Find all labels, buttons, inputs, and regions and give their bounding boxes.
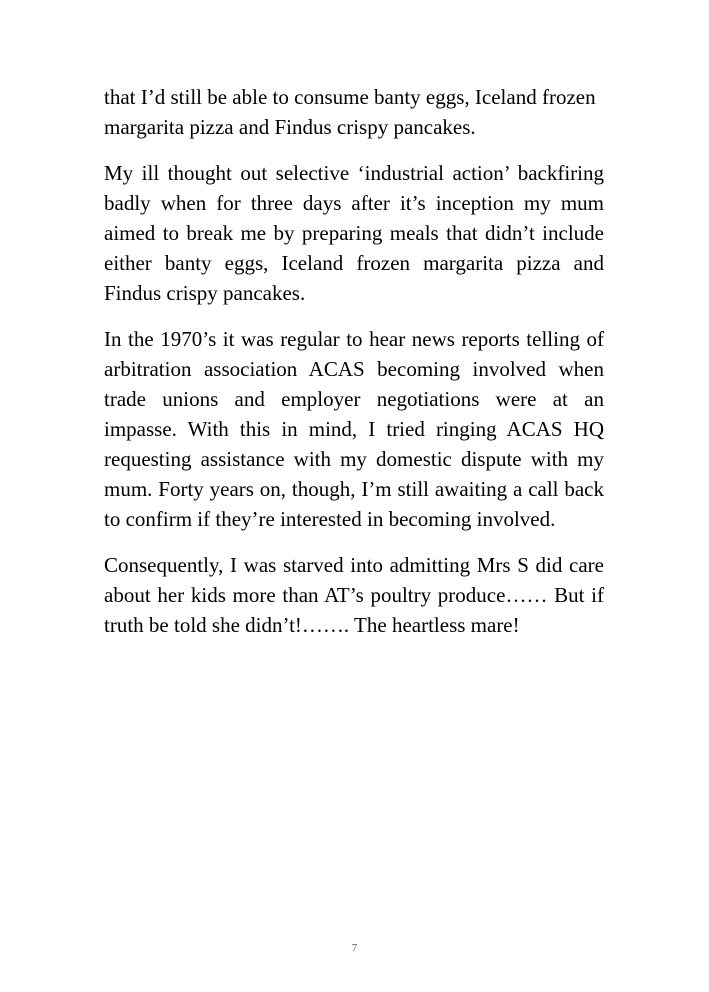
page-number: 7 (351, 942, 358, 954)
paragraph-3: In the 1970’s it was regular to hear news reports telling of arbitration association ACAS becoming involved when trade unions and employer negotiations were at an impasse. With this in mind, I tried ringing ACAS HQ requesting assistance with my domestic dispute with my mum. Forty years on, though, I’m still awaiting a call back to confirm if they’re interested in becoming involved. (104, 327, 604, 531)
body-text (104, 82, 604, 656)
paragraph-4: Consequently, I was starved into admitting Mrs S did care about her kids more than AT’s poultry produce…… But if truth be told she didn’t!……. The heartless mare! (104, 553, 604, 637)
paragraph-1: that I’d still be able to consume banty eggs, Iceland frozen margarita pizza and Findus crispy pancakes. (104, 85, 596, 139)
paragraph-2: My ill thought out selective ‘industrial action’ backfiring badly when for three days after it’s inception my mum aimed to break me by preparing meals that didn’t include either banty eggs, Iceland frozen margarita pizza and Findus crispy pancakes. (104, 161, 604, 305)
